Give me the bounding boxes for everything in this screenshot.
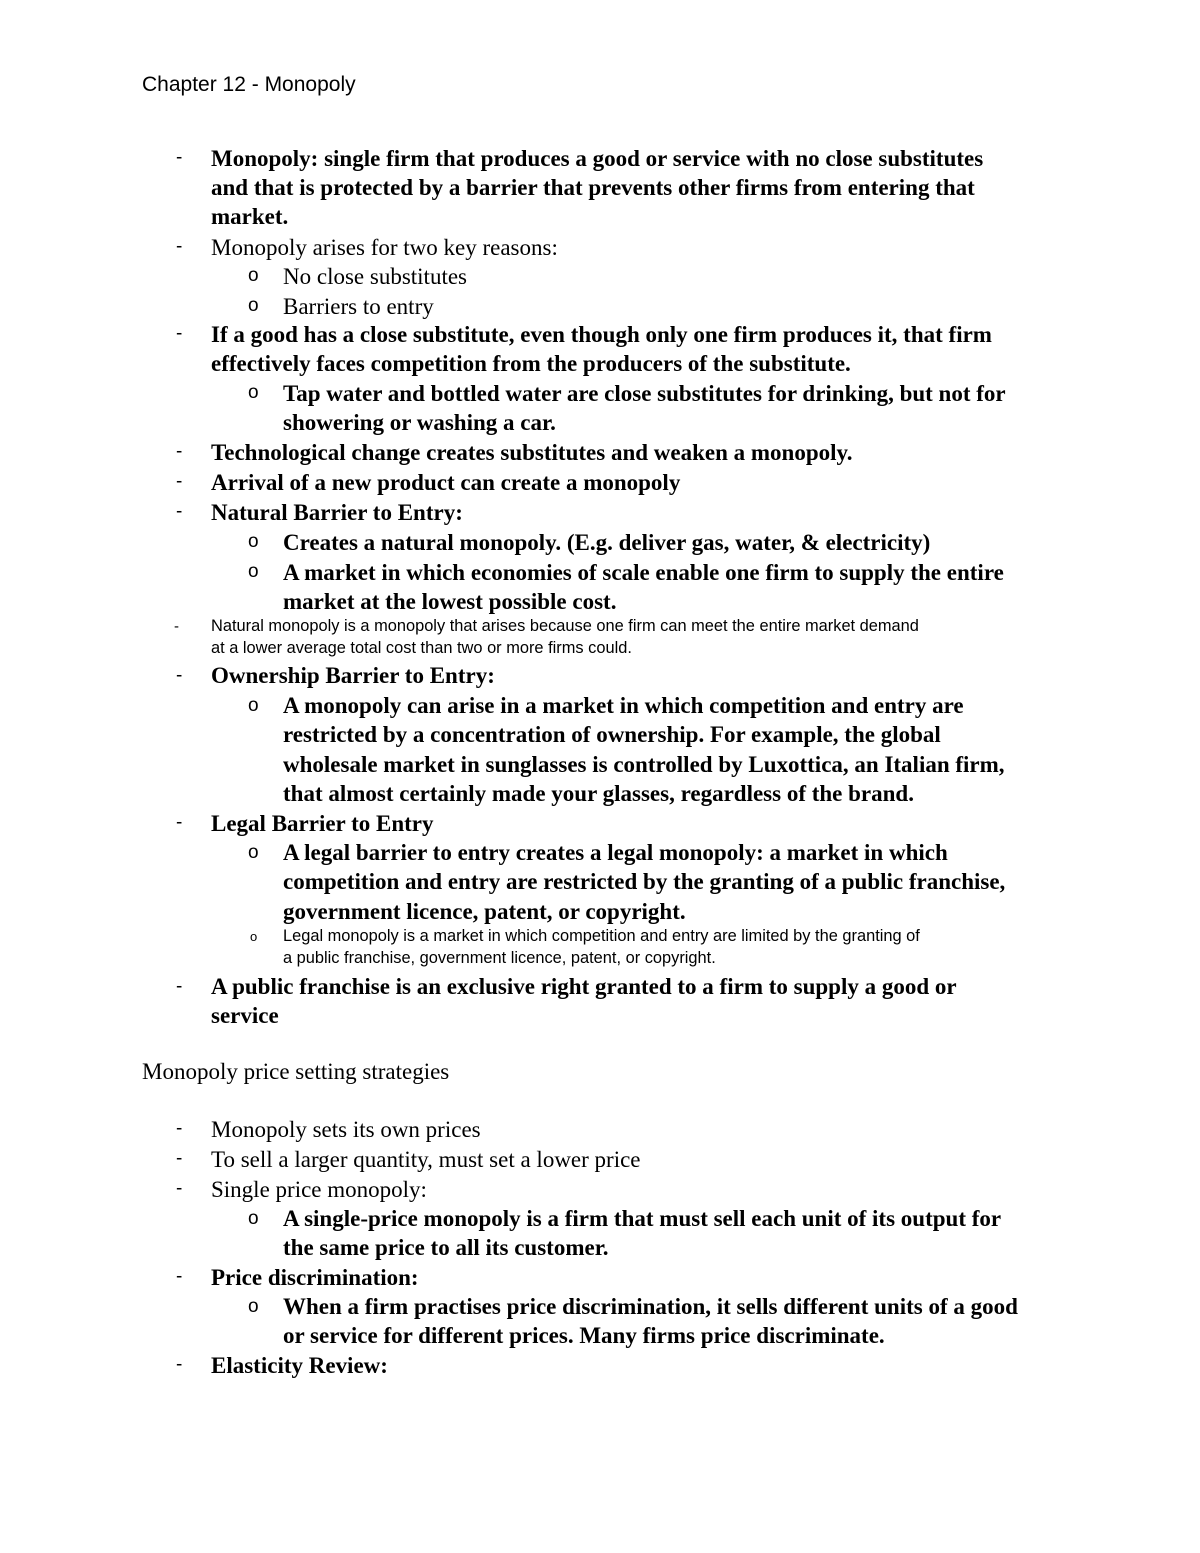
item-line: effectively faces competition from the producers of the substitute.	[211, 351, 851, 376]
item-line: No close substitutes	[283, 264, 467, 289]
item-line: Natural Barrier to Entry:	[211, 500, 463, 525]
item-line: A market in which economies of scale enable one firm to supply the entire	[283, 560, 1004, 585]
circle-bullet: o	[248, 295, 259, 316]
item-line: Monopoly arises for two key reasons:	[211, 235, 558, 260]
item-line: A public franchise is an exclusive right granted to a firm to supply a good or	[211, 974, 957, 999]
dash-bullet: -	[176, 1354, 183, 1375]
dash-bullet: -	[176, 1178, 183, 1199]
dash-bullet: -	[176, 147, 183, 168]
item-line: restricted by a concentration of ownership. For example, the global	[283, 722, 941, 747]
dash-bullet: -	[176, 236, 183, 257]
item-line: Technological change creates substitutes and weaken a monopoly.	[211, 440, 853, 465]
item-line: the same price to all its customer.	[283, 1235, 609, 1260]
item-line: and that is protected by a barrier that prevents other firms from entering that	[211, 175, 975, 200]
dash-bullet: -	[176, 976, 183, 997]
dash-bullet: -	[176, 323, 183, 344]
item-line: If a good has a close substitute, even though only one firm produces it, that firm	[211, 322, 992, 347]
circle-bullet: o	[250, 929, 258, 944]
item-line: Legal Barrier to Entry	[211, 811, 434, 836]
item-line: Natural monopoly is a monopoly that arises because one firm can meet the entire market demand	[211, 617, 919, 635]
section-heading: Monopoly price setting strategies	[142, 1059, 450, 1084]
dash-bullet: -	[176, 812, 183, 833]
item-line: market.	[211, 204, 289, 229]
item-line: competition and entry are restricted by the granting of a public franchise,	[283, 869, 1006, 894]
circle-bullet: o	[248, 561, 259, 582]
item-line: at a lower average total cost than two or more firms could.	[211, 639, 632, 657]
item-line: market at the lowest possible cost.	[283, 589, 617, 614]
circle-bullet: o	[248, 1296, 259, 1317]
page-title: Chapter 12 - Monopoly	[142, 73, 356, 96]
dash-bullet: -	[176, 1266, 183, 1287]
circle-bullet: o	[248, 531, 259, 552]
item-line: Arrival of a new product can create a monopoly	[211, 470, 681, 495]
item-line: service	[211, 1003, 279, 1028]
item-line: showering or washing a car.	[283, 410, 556, 435]
item-line: Tap water and bottled water are close substitutes for drinking, but not for	[283, 381, 1006, 406]
item-line: wholesale market in sunglasses is controlled by Luxottica, an Italian firm,	[283, 752, 1005, 777]
item-line: Single price monopoly:	[211, 1177, 427, 1202]
item-line: Creates a natural monopoly. (E.g. deliver gas, water, & electricity)	[283, 530, 931, 555]
dash-bullet: -	[174, 618, 179, 635]
dash-bullet: -	[176, 471, 183, 492]
dash-bullet: -	[176, 1148, 183, 1169]
item-line: A single-price monopoly is a firm that must sell each unit of its output for	[283, 1206, 1002, 1231]
circle-bullet: o	[248, 265, 259, 286]
item-line: Monopoly: single firm that produces a good or service with no close substitutes	[211, 146, 984, 171]
item-line: When a firm practises price discrimination, it sells different units of a good	[283, 1294, 1018, 1319]
item-line: Monopoly sets its own prices	[211, 1117, 481, 1142]
item-line: A monopoly can arise in a market in which competition and entry are	[283, 693, 964, 718]
dash-bullet: -	[176, 501, 183, 522]
circle-bullet: o	[248, 842, 259, 863]
dash-bullet: -	[176, 665, 183, 686]
item-line: or service for different prices. Many firms price discriminate.	[283, 1323, 885, 1348]
item-line: Price discrimination:	[211, 1265, 419, 1290]
item-line: government licence, patent, or copyright.	[283, 899, 686, 924]
dash-bullet: -	[176, 1118, 183, 1139]
circle-bullet: o	[248, 1208, 259, 1229]
item-line: A legal barrier to entry creates a legal monopoly: a market in which	[283, 840, 948, 865]
item-line: Legal monopoly is a market in which competition and entry are limited by the granting of	[283, 927, 920, 945]
dash-bullet: -	[176, 441, 183, 462]
item-line: Barriers to entry	[283, 294, 434, 319]
item-line: Elasticity Review:	[211, 1353, 388, 1378]
item-line: that almost certainly made your glasses, regardless of the brand.	[283, 781, 914, 806]
item-line: Ownership Barrier to Entry:	[211, 663, 495, 688]
circle-bullet: o	[248, 695, 259, 716]
item-line: a public franchise, government licence, patent, or copyright.	[283, 949, 716, 967]
circle-bullet: o	[248, 382, 259, 403]
item-line: To sell a larger quantity, must set a lower price	[211, 1147, 641, 1172]
